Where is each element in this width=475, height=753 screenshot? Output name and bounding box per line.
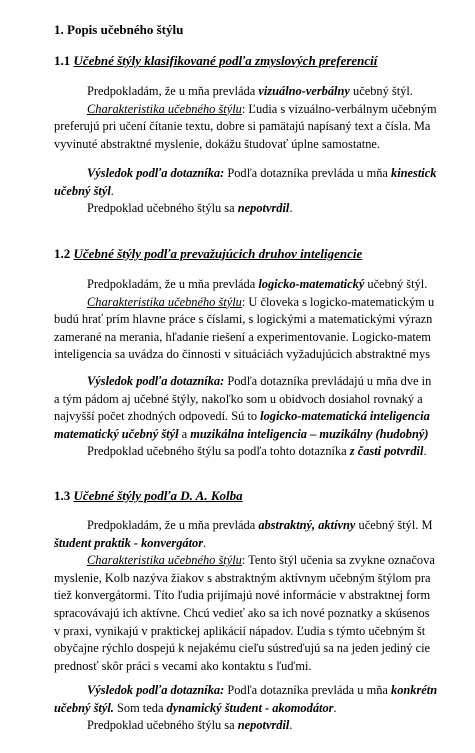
- main-heading: [54, 21, 475, 39]
- text-line: preferujú pri učení čítanie textu, dobre si pamätajú napísaný text a čísla. Ma: [54, 119, 431, 134]
- section-1-1-heading: [54, 52, 475, 70]
- emphasis: nepotvrdil: [237, 201, 290, 216]
- text-line: vyvinuté abstraktné myslenie, dokážu študovať úplne samostatne.: [54, 136, 380, 151]
- text: Som teda: [113, 700, 167, 715]
- emphasis: vizuálno-verbálny: [258, 84, 350, 98]
- emphasis: abstraktný, aktívny: [258, 518, 356, 532]
- result-paragraph: [54, 682, 475, 700]
- label: Charakteristika učebného štýlu: [87, 294, 242, 309]
- text: Predpoklad učebného štýlu sa: [87, 718, 238, 733]
- emphasis: nepotvrdil: [237, 718, 290, 733]
- label: Výsledok podľa dotazníka:: [87, 374, 225, 388]
- emphasis: z časti potvrdil: [349, 444, 424, 459]
- section-1-1-result: [54, 165, 475, 218]
- section-title: Učebné štýly podľa D. A. Kolba: [73, 488, 243, 503]
- text-line: spracovávajú ich aktívne. Chcú vedieť ako sa ich nové poznatky a skúsenos: [54, 605, 430, 620]
- text-line: obyčajne rýchlo dospejú k nejakému cieľu sústreďujú sa na jeden jediný cie: [54, 641, 431, 656]
- text-line: [54, 700, 475, 718]
- emphasis: študent praktik - konvergátor: [54, 535, 204, 550]
- characteristic-paragraph: [54, 101, 475, 119]
- text: Podľa dotazníka prevládajú u mňa dve in: [224, 374, 432, 388]
- assumption-paragraph: [54, 276, 475, 294]
- assumption-paragraph: [54, 517, 475, 535]
- text: Predpoklad učebného štýlu sa podľa tohto dotazníka: [87, 444, 350, 459]
- emphasis: muzikálna inteligencia – muzikálny (hudobný): [190, 426, 429, 441]
- text-line: [54, 535, 475, 553]
- section-number: 1.3: [54, 488, 71, 503]
- section-1-3-result: [54, 682, 475, 735]
- section-title: Učebné štýly klasifikované podľa zmyslových preferencií: [73, 53, 378, 68]
- emphasis: dynamický študent - akomodátor: [166, 700, 334, 715]
- text: Predpoklad učebného štýlu sa: [87, 201, 238, 216]
- text: učebný štýl.: [364, 277, 428, 291]
- text-line: [54, 183, 475, 201]
- text: a: [178, 426, 191, 441]
- text: : Tento štýl učenia sa zvykne označova: [241, 553, 435, 568]
- text: .: [289, 718, 293, 733]
- emphasis: logicko-matematický: [258, 277, 365, 291]
- text-line: budú hrať prím hlavne práce s číslami, s logickými a matematickými výrazn: [54, 312, 433, 327]
- section-1-2-heading: [54, 245, 475, 263]
- characteristic-paragraph: [54, 552, 475, 570]
- text: .: [289, 201, 293, 216]
- text-line: myslenie, Kolb nazýva žiakov s abstraktným aktívnym učebným štýlom pra: [54, 570, 431, 585]
- section-number: 1.2: [54, 246, 71, 261]
- text: : Ľudia s vizuálno-verbálnym učebným: [241, 101, 437, 116]
- label: Charakteristika učebného štýlu: [87, 553, 242, 568]
- text: učebný štýl. M: [355, 518, 433, 532]
- text-line: prednosť skôr práci s vecami ako kontaktu s ľuďmi.: [54, 658, 312, 673]
- assumption-paragraph: [54, 83, 475, 101]
- text-line: v praxi, vynikajú v praktickej aplikácií nápadov. Ľudia s týmto učebným št: [54, 623, 426, 638]
- verdict-line: [54, 443, 475, 461]
- emphasis: učebný štýl: [54, 183, 111, 198]
- text: .: [423, 444, 427, 459]
- section-1-1-body: [54, 83, 475, 153]
- section-1-3-heading: [54, 487, 475, 505]
- label: Výsledok podľa dotazníka:: [87, 683, 225, 697]
- emphasis: kinestick: [391, 166, 437, 180]
- emphasis: učebný štýl.: [54, 700, 114, 715]
- text-line: [54, 408, 475, 426]
- text: Podľa dotazníka prevláda u mňa: [224, 683, 391, 697]
- verdict-line: [54, 200, 475, 218]
- text-line: tiež konvergátormi. Títo ľudia prijímajú nové informácie v abstraktnej form: [54, 588, 431, 603]
- text: .: [110, 183, 114, 198]
- section-1-3-body: [54, 517, 475, 675]
- emphasis: konkrétn: [391, 683, 438, 697]
- text: najvyšší počet zhodných odpovedí. Sú to: [54, 409, 261, 424]
- emphasis: logicko-matematická inteligencia: [260, 409, 430, 424]
- verdict-line: [54, 717, 475, 735]
- section-title: Učebné štýly podľa prevažujúcich druhov inteligencie: [73, 246, 363, 261]
- result-paragraph: [54, 373, 475, 391]
- text: .: [333, 700, 337, 715]
- text-line: inteligencia sa uvádza do činnosti v situáciách vyžadujúcich abstraktné mys: [54, 347, 431, 362]
- label: Charakteristika učebného štýlu: [87, 101, 242, 116]
- text: Podľa dotazníka prevláda u mňa: [224, 166, 391, 180]
- text: Predpokladám, že u mňa prevláda: [87, 84, 259, 98]
- emphasis: matematický učebný štýl: [54, 426, 179, 441]
- text: .: [203, 535, 207, 550]
- text: Predpokladám, že u mňa prevláda: [87, 518, 259, 532]
- text: Predpokladám, že u mňa prevláda: [87, 277, 259, 291]
- label: Výsledok podľa dotazníka:: [87, 166, 225, 180]
- text-line: [54, 426, 475, 444]
- text: učebný štýl.: [349, 84, 413, 98]
- characteristic-paragraph: [54, 294, 475, 312]
- text: : U človeka s logicko-matematickým u: [241, 294, 435, 309]
- text-line: zamerané na merania, hľadanie riešení a experimentovanie. Logicko-matem: [54, 329, 431, 344]
- text-line: a tým pádom aj učebné štýly, nakoľko som u obidvoch dosiahol rovnaký a: [54, 391, 423, 406]
- result-paragraph: [54, 165, 475, 183]
- section-number: 1.1: [54, 53, 71, 68]
- section-1-2-result: [54, 373, 475, 461]
- section-1-2-body: [54, 276, 475, 364]
- main-heading-text: 1. Popis učebného štýlu: [54, 22, 184, 37]
